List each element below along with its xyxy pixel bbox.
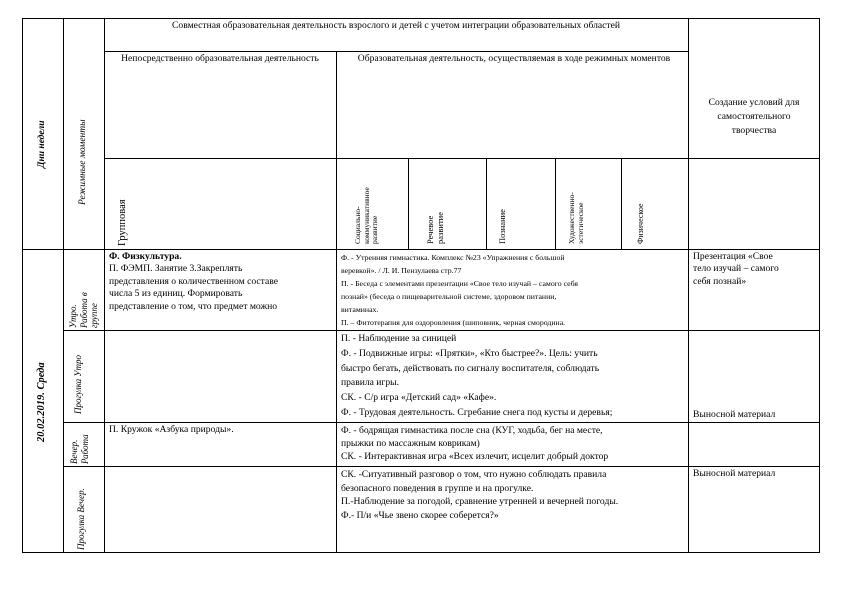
morning-conditions-line: Презентация «Свое [693,251,773,262]
section-morning-direct [105,250,336,330]
morning-direct-line: Ф. Физкультура. [109,251,182,262]
morning-walk-regime-line: П. - Наблюдение за синицей [341,333,457,344]
section-label-morning: Утро. Работа в группе [68,292,99,328]
days-header: Дни недели [37,120,47,168]
morning-walk-conditions-line: Выносной материал [693,409,776,420]
physical-header: Физическое [636,203,645,244]
morning-direct-line: представления о количественном составе [109,275,278,287]
evening-walk-regime-line: П.-Наблюдение за погодой, сравнение утренней и вечерней погоды. [341,496,619,508]
evening-walk-regime-line: СК. -Ситуативный разговор о том, что нужно соблюдать правила [341,469,607,480]
joint-activity-header: Совместная образовательная деятельность взрослого и детей с учетом интеграции образовательных областей [172,20,620,31]
morning-conditions-line: тело изучай – самого [693,263,779,275]
regime-header: Режимные моменты [78,119,88,205]
morning-regime-line: веревкой». / Л. И. Пензулаева стр.77 [341,266,462,275]
speech-header: Речевое развитие [425,212,445,244]
evening-regime-line: СК. - Интерактивная игра «Всех излечит, исцелит добрый доктор [341,451,609,463]
conditions-header: Создание условий для самостоятельного творчества [708,97,800,136]
section-label-evening-walk: Прогулка Вечер. [76,488,86,550]
section-evening-walk-conditions [689,467,819,483]
section-evening-walk-regime [337,467,688,552]
morning-walk-regime-line: Ф. - Подвижные игры: «Прятки», «Кто быстрее?». Цель: учить [341,347,598,359]
morning-direct-line: числа 5 из единиц. Формировать [109,288,243,300]
evening-walk-conditions-line: Выносной материал [693,468,776,479]
evening-walk-regime-line: Ф.- П/и «Чье звено скорее соберется?» [341,509,499,521]
evening-regime-line: прыжки по массажным коврикам) [341,438,480,450]
section-morning-regime [337,250,688,330]
morning-direct-line: представление о том, что предмет можно [109,300,278,312]
artistic-header: Художественно-эстетическое [567,192,585,244]
evening-regime-line: Ф. - бодрящая гимнастика после сна (КУГ, ходьба, бег на месте, [341,425,603,436]
morning-regime-line: П. - Беседа с элементами презентации «Свое тело изучай – самого себя [341,279,578,288]
morning-walk-regime-line: СК. - С/р игра «Детский сад» «Кафе». [341,392,497,404]
morning-regime-line: витаминах. [341,305,379,314]
morning-regime-line: Ф. - Утренняя гимнастика. Комплекс №23 «Упражнения с большой [341,253,565,262]
section-morning-walk-conditions [689,408,819,422]
social-header: Социально-коммуникативное развитие [353,187,379,244]
section-label-morning-walk: Прогулка Утро [73,355,83,414]
direct-activity-header: Непосредственно образовательная деятельность [121,53,319,64]
group-header: Групповая [117,199,128,246]
morning-conditions-line: себя познай» [693,275,747,287]
section-morning-conditions [689,250,819,330]
morning-walk-regime-line: быстро бегать, действовать по сигналу воспитателя, соблюдать [341,362,600,374]
section-evening-direct [105,423,336,466]
section-morning-walk-regime [337,331,688,422]
morning-regime-line: познай» (беседа о пищеварительной системе, здоровом питании, [341,292,557,301]
date-label: 20.02.2019. Среда [36,362,47,442]
evening-direct-line: П. Кружок «Азбука природы». [109,424,234,435]
morning-walk-regime-line: Ф. - Трудовая деятельность. Сгребание снега под кусты и деревья; [341,406,613,418]
cognitive-header: Познание [497,209,507,244]
section-evening-regime [337,423,688,466]
regime-activity-header: Образовательная деятельность, осуществляемая в ходе режимных моментов [357,53,671,64]
section-label-evening: Вечер. Работа [69,434,90,464]
morning-walk-regime-line: правила игры. [341,377,400,389]
morning-regime-line: П. – Фитотерапия для оздоровления (шиповник, черная смородина. [341,318,566,327]
morning-direct-line: П. ФЭМП. Занятие 3.Закреплять [109,263,243,275]
evening-walk-regime-line: безопасного поведения в группе и на прогулке. [341,482,534,494]
